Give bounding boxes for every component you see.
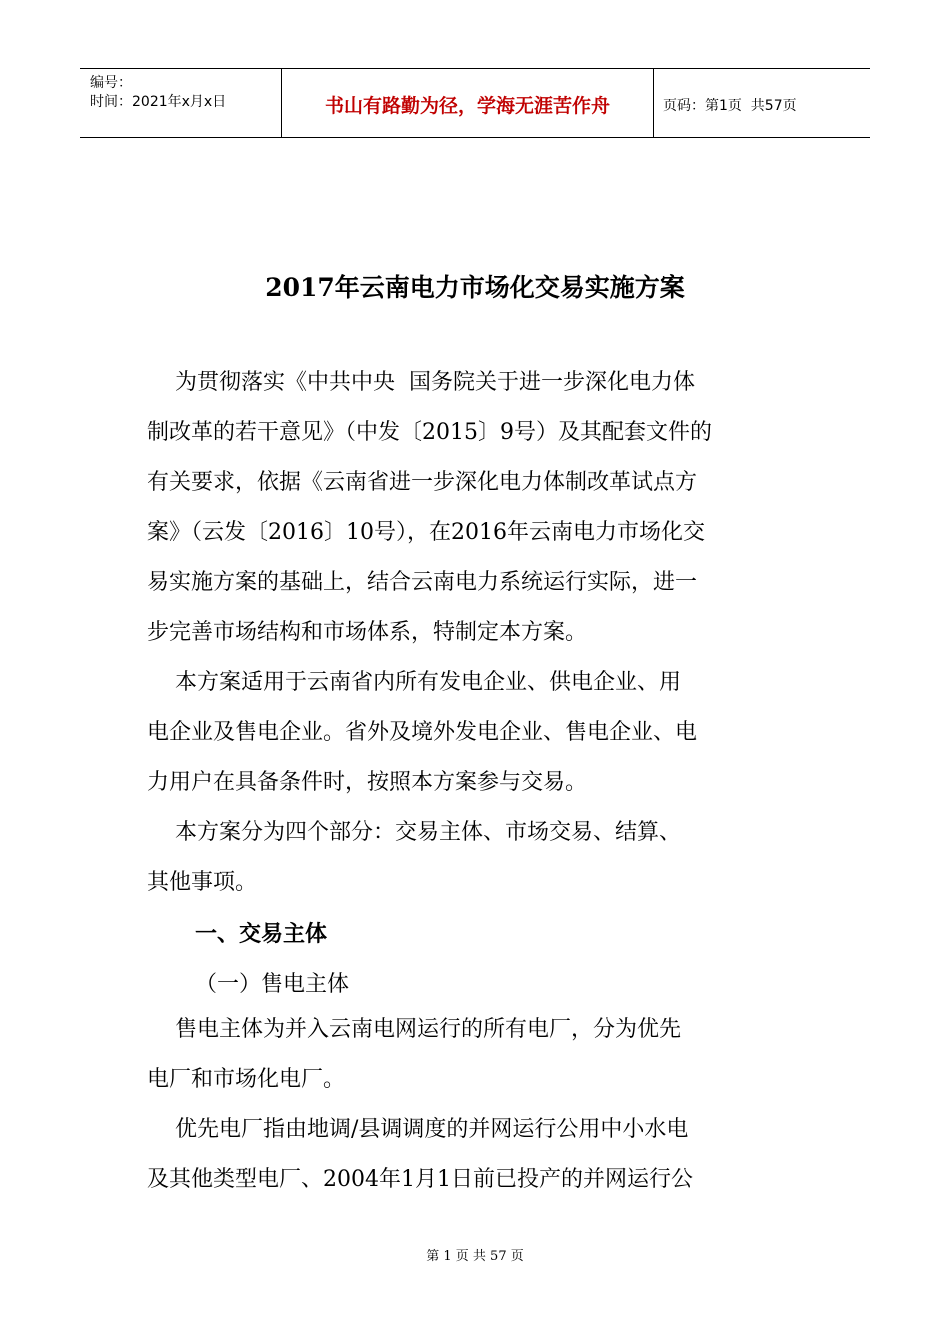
paragraph-line: 本方案适用于云南省内所有发电企业、供电企业、用 bbox=[147, 670, 681, 695]
paragraph-line: 其他事项。 bbox=[147, 870, 258, 895]
paragraph-line: 优先电厂指由地调/县调调度的并网运行公用中小水电 bbox=[147, 1117, 689, 1142]
body-paragraph-3 bbox=[147, 808, 817, 908]
header-meta-cell bbox=[80, 69, 282, 137]
page-footer: 第 1 页 共 57 页 bbox=[426, 1249, 524, 1264]
document-title: 2017年云南电力市场化交易实施方案 bbox=[265, 273, 685, 302]
paragraph-line: 电厂和市场化电厂。 bbox=[147, 1067, 346, 1092]
document-header-table bbox=[80, 68, 870, 138]
paragraph-line: 步完善市场结构和市场体系，特制定本方案。 bbox=[147, 620, 588, 645]
header-page-cell bbox=[654, 69, 870, 137]
paragraph-line: 易实施方案的基础上，结合云南电力系统运行实际，进一 bbox=[147, 570, 698, 595]
paragraph-line: 案》（云发〔2016〕10号），在2016年云南电力市场化交 bbox=[147, 520, 705, 545]
body-paragraph-5 bbox=[147, 1105, 817, 1205]
subsection-heading: （一）售电主体 bbox=[195, 972, 350, 997]
header-page-info: 页码：第1页 共57页 bbox=[663, 98, 797, 114]
paragraph-line: 有关要求，依据《云南省进一步深化电力体制改革试点方 bbox=[147, 470, 698, 495]
paragraph-line: 及其他类型电厂、2004年1月1日前已投产的并网运行公 bbox=[147, 1167, 693, 1192]
paragraph-line: 电企业及售电企业。省外及境外发电企业、售电企业、电 bbox=[147, 720, 698, 745]
paragraph-line: 力用户在具备条件时，按照本方案参与交易。 bbox=[147, 770, 588, 795]
paragraph-line: 本方案分为四个部分：交易主体、市场交易、结算、 bbox=[147, 820, 681, 845]
paragraph-line: 售电主体为并入云南电网运行的所有电厂，分为优先 bbox=[147, 1017, 681, 1042]
header-motto-cell bbox=[282, 69, 654, 137]
body-paragraph-4 bbox=[147, 1005, 817, 1105]
paragraph-line: 为贯彻落实《中共中央 国务院关于进一步深化电力体 bbox=[147, 370, 695, 395]
document-time-label: 时间：2021年x月x日 bbox=[90, 94, 227, 110]
header-motto: 书山有路勤为径，学海无涯苦作舟 bbox=[324, 95, 610, 117]
paragraph-line: 制改革的若干意见》（中发〔2015〕9号）及其配套文件的 bbox=[147, 420, 712, 445]
section-heading: 一、交易主体 bbox=[195, 922, 328, 947]
body-paragraph-1 bbox=[147, 358, 817, 658]
document-number-label: 编号： bbox=[90, 75, 132, 91]
body-paragraph-2 bbox=[147, 658, 817, 808]
